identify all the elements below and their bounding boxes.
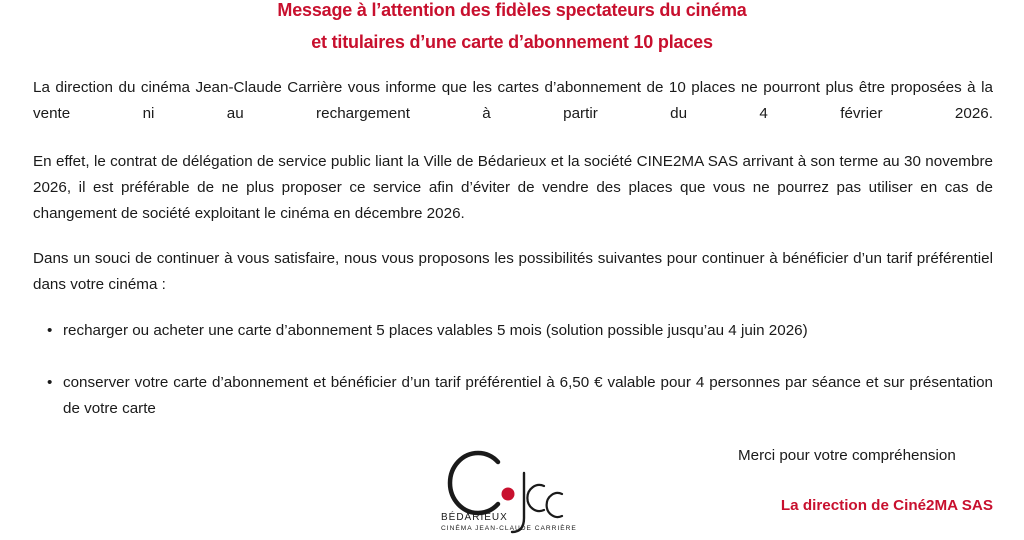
logo-subtitle: CINÉMA JEAN-CLAUDE CARRIÈRE	[441, 525, 577, 532]
paragraph-announcement: La direction du cinéma Jean-Claude Carrière vous informe que les cartes d’abonnement de 10 places ne pourront plus être proposées à la vente ni au rechargement à partir du 4 février 2026.	[33, 79, 993, 122]
list-item-text: recharger ou acheter une carte d’abonnement 5 places valables 5 mois (solution possible jusqu’au 4 juin 2026)	[63, 322, 808, 339]
bullet-icon: •	[47, 322, 53, 339]
bullet-icon: •	[47, 374, 53, 391]
logo-town-label: BÉDARIEUX	[441, 512, 508, 523]
list-item-text: conserver votre carte d’abonnement et bénéficier d’un tarif préférentiel à 6,50 € valable pour 4 personnes par séance et sur présentation de votre carte	[63, 374, 993, 417]
signature: La direction de Ciné2MA SAS	[780, 497, 993, 514]
title-line-1: Message à l’attention des fidèles spectateurs du cinéma	[277, 0, 747, 20]
closing-thanks: Merci pour votre compréhension	[738, 447, 956, 464]
paragraph-reason: En effet, le contrat de délégation de service public liant la Ville de Bédarieux et la société CINE2MA SAS arrivant à son terme au 30 novembre 2026, il est préférable de ne plus proposer ce service afin d’éviter de vendre des places que vous ne pourrez pas utiliser en cas de changement de société exploitant le cinéma en décembre 2026.	[33, 153, 993, 222]
paragraph-alternatives-intro: Dans un souci de continuer à vous satisfaire, nous vous proposons les possibilités suivantes pour continuer à bénéficier d’un tarif préférentiel dans votre cinéma :	[33, 250, 993, 293]
title-line-2: et titulaires d’une carte d’abonnement 10 places	[311, 32, 713, 52]
